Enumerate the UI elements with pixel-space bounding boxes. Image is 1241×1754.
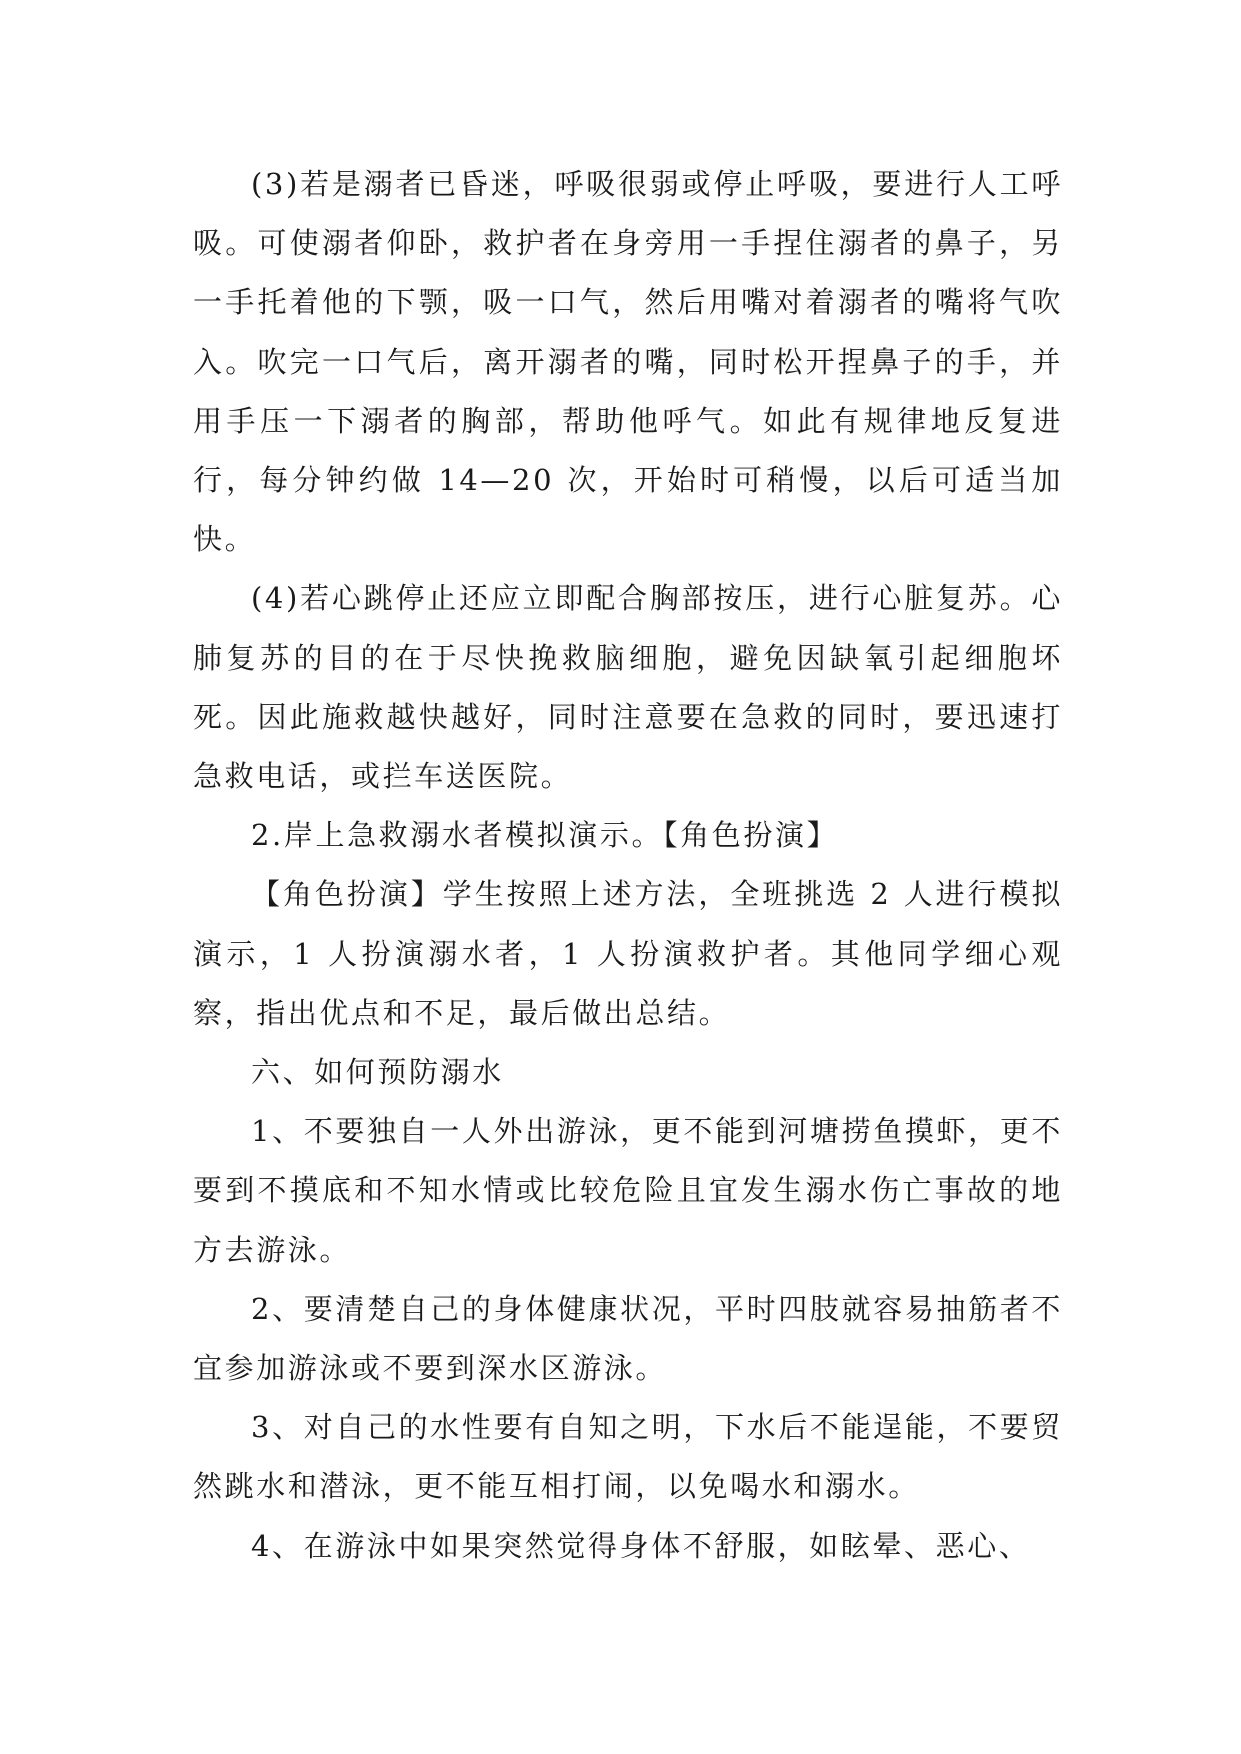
paragraph-prevention-4: 4、在游泳中如果突然觉得身体不舒服，如眩晕、恶心、 bbox=[251, 1528, 1031, 1563]
document-body bbox=[193, 155, 1063, 1576]
paragraph-shore-rescue-demo: 2.岸上急救溺水者模拟演示。【角色扮演】 bbox=[251, 818, 839, 853]
paragraph-role-play: 【角色扮演】学生按照上述方法，全班挑选 2 人进行模拟演示，1 人扮演溺水者，1 人扮演救护者。其他同学细心观察，指出优点和不足，最后做出总结。 bbox=[193, 877, 1063, 1030]
paragraph-prevention-3: 3、对自己的水性要有自知之明，下水后不能逞能，不要贸然跳水和潜泳，更不能互相打闹，以免喝水和溺水。 bbox=[193, 1410, 1063, 1504]
section-heading-drowning-prevention: 六、如何预防溺水 bbox=[251, 1055, 504, 1090]
paragraph-prevention-1: 1、不要独自一人外出游泳，更不能到河塘捞鱼摸虾，更不要到不摸底和不知水情或比较危险且宜发生溺水伤亡事故的地方去游泳。 bbox=[193, 1114, 1063, 1267]
paragraph-prevention-2: 2、要清楚自己的身体健康状况，平时四肢就容易抽筋者不宜参加游泳或不要到深水区游泳。 bbox=[193, 1291, 1063, 1386]
paragraph-cardiac-resuscitation: (4)若心跳停止还应立即配合胸部按压，进行心脏复苏。心肺复苏的目的在于尽快挽救脑细胞，避免因缺氧引起细胞坏死。因此施救越快越好，同时注意要在急救的同时，要迅速打急救电话，或拦车送医院。 bbox=[193, 581, 1063, 794]
paragraph-artificial-respiration: (3)若是溺者已昏迷，呼吸很弱或停止呼吸，要进行人工呼吸。可使溺者仰卧，救护者在身旁用一手捏住溺者的鼻子，另一手托着他的下颚，吸一口气，然后用嘴对着溺者的嘴将气吹入。吹完一口气后，离开溺者的嘴，同时松开捏鼻子的手，并用手压一下溺者的胸部，帮助他呼气。如此有规律地反复进行，每分钟约做 14—20 次，开始时可稍慢，以后可适当加快。 bbox=[193, 167, 1063, 557]
